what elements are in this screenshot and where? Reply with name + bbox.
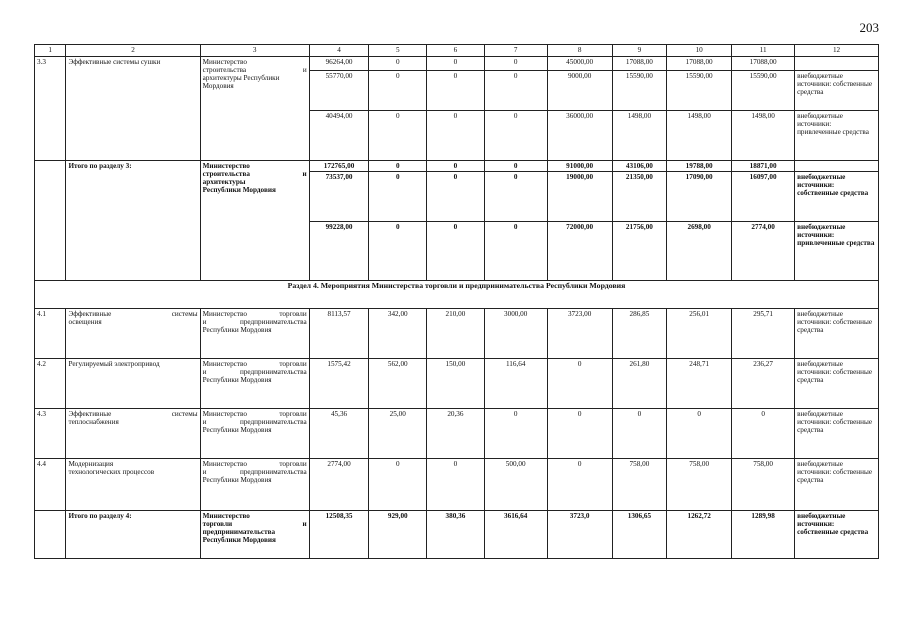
funding-source: внебюджетные источники: собственные средства <box>795 309 879 359</box>
value-cell: 1262,72 <box>667 511 732 559</box>
total-label: Итого по разделу 4: <box>66 511 200 559</box>
table-row <box>35 459 879 511</box>
value-cell: 0 <box>484 161 547 172</box>
value-cell: 0 <box>369 172 427 222</box>
funding-source <box>795 57 879 71</box>
value-cell: 0 <box>484 409 547 459</box>
organization: Министерство строительства и архитектуры Республики Мордовия <box>200 57 309 161</box>
value-cell: 12508,35 <box>309 511 369 559</box>
column-header: 8 <box>547 45 612 57</box>
value-cell: 0 <box>369 161 427 172</box>
value-cell: 261,80 <box>612 359 667 409</box>
value-cell: 16097,00 <box>732 172 795 222</box>
value-cell: 17088,00 <box>732 57 795 71</box>
section-row <box>35 281 879 309</box>
value-cell: 0 <box>547 409 612 459</box>
column-header: 2 <box>66 45 200 57</box>
value-cell: 562,00 <box>369 359 427 409</box>
row-number: 4.1 <box>35 309 66 359</box>
organization: Министерство торговли и предпринимательства Республики Мордовия <box>200 459 309 511</box>
value-cell: 72000,00 <box>547 222 612 281</box>
funding-source: внебюджетные источники: привлеченные средства <box>795 111 879 161</box>
value-cell: 0 <box>732 409 795 459</box>
value-cell: 0 <box>427 222 485 281</box>
value-cell: 19788,00 <box>667 161 732 172</box>
row-number <box>35 161 66 281</box>
value-cell: 40494,00 <box>309 111 369 161</box>
value-cell: 1306,65 <box>612 511 667 559</box>
page-number: 203 <box>859 20 879 35</box>
value-cell: 342,00 <box>369 309 427 359</box>
value-cell: 96264,00 <box>309 57 369 71</box>
value-cell: 3000,00 <box>484 309 547 359</box>
value-cell: 1498,00 <box>732 111 795 161</box>
column-header: 4 <box>309 45 369 57</box>
value-cell: 1289,98 <box>732 511 795 559</box>
measure-name: Регулируемый электропривод <box>66 359 200 409</box>
total-row <box>35 161 879 172</box>
value-cell: 15590,00 <box>612 71 667 111</box>
value-cell: 0 <box>547 359 612 409</box>
value-cell: 0 <box>369 459 427 511</box>
organization: Министерство торговли и предпринимательства Республики Мордовия <box>200 409 309 459</box>
value-cell: 758,00 <box>667 459 732 511</box>
value-cell: 91000,00 <box>547 161 612 172</box>
value-cell: 758,00 <box>732 459 795 511</box>
value-cell: 0 <box>369 71 427 111</box>
value-cell: 45,36 <box>309 409 369 459</box>
measure-name: Эффективные системы освещения <box>66 309 200 359</box>
value-cell: 17088,00 <box>667 57 732 71</box>
value-cell: 116,64 <box>484 359 547 409</box>
row-number: 3.3 <box>35 57 66 161</box>
value-cell: 99228,00 <box>309 222 369 281</box>
budget-table <box>34 44 879 559</box>
section-title: Раздел 4. Мероприятия Министерства торговли и предпринимательства Республики Мордовия <box>35 281 879 309</box>
value-cell: 36000,00 <box>547 111 612 161</box>
row-number <box>35 511 66 559</box>
value-cell: 0 <box>427 111 485 161</box>
value-cell: 2774,00 <box>732 222 795 281</box>
value-cell: 248,71 <box>667 359 732 409</box>
value-cell: 2698,00 <box>667 222 732 281</box>
value-cell: 0 <box>484 111 547 161</box>
funding-source: внебюджетные источники: собственные средства <box>795 172 879 222</box>
value-cell: 1498,00 <box>612 111 667 161</box>
value-cell: 18871,00 <box>732 161 795 172</box>
funding-source: внебюджетные источники: собственные средства <box>795 409 879 459</box>
value-cell: 0 <box>667 409 732 459</box>
column-header-row <box>35 45 879 57</box>
value-cell: 17088,00 <box>612 57 667 71</box>
column-header: 11 <box>732 45 795 57</box>
value-cell: 8113,57 <box>309 309 369 359</box>
value-cell: 210,00 <box>427 309 485 359</box>
value-cell: 0 <box>612 409 667 459</box>
value-cell: 0 <box>427 161 485 172</box>
organization: Министерство торговли и предпринимательства Республики Мордовия <box>200 511 309 559</box>
value-cell: 0 <box>369 111 427 161</box>
organization: Министерство торговли и предпринимательства Республики Мордовия <box>200 359 309 409</box>
column-header: 6 <box>427 45 485 57</box>
value-cell: 21756,00 <box>612 222 667 281</box>
value-cell: 758,00 <box>612 459 667 511</box>
value-cell: 295,71 <box>732 309 795 359</box>
measure-name: Эффективные системы сушки <box>66 57 200 161</box>
table-row <box>35 309 879 359</box>
value-cell: 286,85 <box>612 309 667 359</box>
value-cell: 9000,00 <box>547 71 612 111</box>
value-cell: 929,00 <box>369 511 427 559</box>
value-cell: 150,00 <box>427 359 485 409</box>
column-header: 3 <box>200 45 309 57</box>
measure-name: Эффективные системы теплоснабжения <box>66 409 200 459</box>
funding-source: внебюджетные источники: собственные средства <box>795 511 879 559</box>
value-cell: 19000,00 <box>547 172 612 222</box>
value-cell: 0 <box>484 57 547 71</box>
row-number: 4.4 <box>35 459 66 511</box>
value-cell: 15590,00 <box>732 71 795 111</box>
funding-source: внебюджетные источники: собственные средства <box>795 71 879 111</box>
value-cell: 21350,00 <box>612 172 667 222</box>
value-cell: 0 <box>484 172 547 222</box>
value-cell: 1575,42 <box>309 359 369 409</box>
organization: Министерство строительства и архитектуры Республики Мордовия <box>200 161 309 281</box>
value-cell: 0 <box>484 71 547 111</box>
value-cell: 0 <box>369 222 427 281</box>
value-cell: 43106,00 <box>612 161 667 172</box>
value-cell: 20,36 <box>427 409 485 459</box>
value-cell: 3723,00 <box>547 309 612 359</box>
measure-name: Модернизация технологических процессов <box>66 459 200 511</box>
row-number: 4.3 <box>35 409 66 459</box>
value-cell: 3723,0 <box>547 511 612 559</box>
value-cell: 45000,00 <box>547 57 612 71</box>
value-cell: 0 <box>427 459 485 511</box>
organization: Министерство торговли и предпринимательства Республики Мордовия <box>200 309 309 359</box>
value-cell: 0 <box>369 57 427 71</box>
table-row <box>35 359 879 409</box>
value-cell: 172765,00 <box>309 161 369 172</box>
value-cell: 1498,00 <box>667 111 732 161</box>
value-cell: 55770,00 <box>309 71 369 111</box>
value-cell: 256,01 <box>667 309 732 359</box>
value-cell: 25,00 <box>369 409 427 459</box>
value-cell: 0 <box>484 222 547 281</box>
value-cell: 0 <box>547 459 612 511</box>
value-cell: 500,00 <box>484 459 547 511</box>
column-header: 10 <box>667 45 732 57</box>
table-row <box>35 57 879 71</box>
row-number: 4.2 <box>35 359 66 409</box>
value-cell: 0 <box>427 57 485 71</box>
value-cell: 3616,64 <box>484 511 547 559</box>
value-cell: 0 <box>427 71 485 111</box>
funding-source <box>795 161 879 172</box>
total-label: Итого по разделу 3: <box>66 161 200 281</box>
column-header: 7 <box>484 45 547 57</box>
column-header: 1 <box>35 45 66 57</box>
value-cell: 73537,00 <box>309 172 369 222</box>
value-cell: 17090,00 <box>667 172 732 222</box>
value-cell: 15590,00 <box>667 71 732 111</box>
column-header: 9 <box>612 45 667 57</box>
funding-source: внебюджетные источники: собственные средства <box>795 459 879 511</box>
funding-source: внебюджетные источники: привлеченные средства <box>795 222 879 281</box>
total-row <box>35 511 879 559</box>
value-cell: 380,36 <box>427 511 485 559</box>
table-row <box>35 409 879 459</box>
value-cell: 2774,00 <box>309 459 369 511</box>
column-header: 5 <box>369 45 427 57</box>
value-cell: 236,27 <box>732 359 795 409</box>
column-header: 12 <box>795 45 879 57</box>
funding-source: внебюджетные источники: собственные средства <box>795 359 879 409</box>
value-cell: 0 <box>427 172 485 222</box>
